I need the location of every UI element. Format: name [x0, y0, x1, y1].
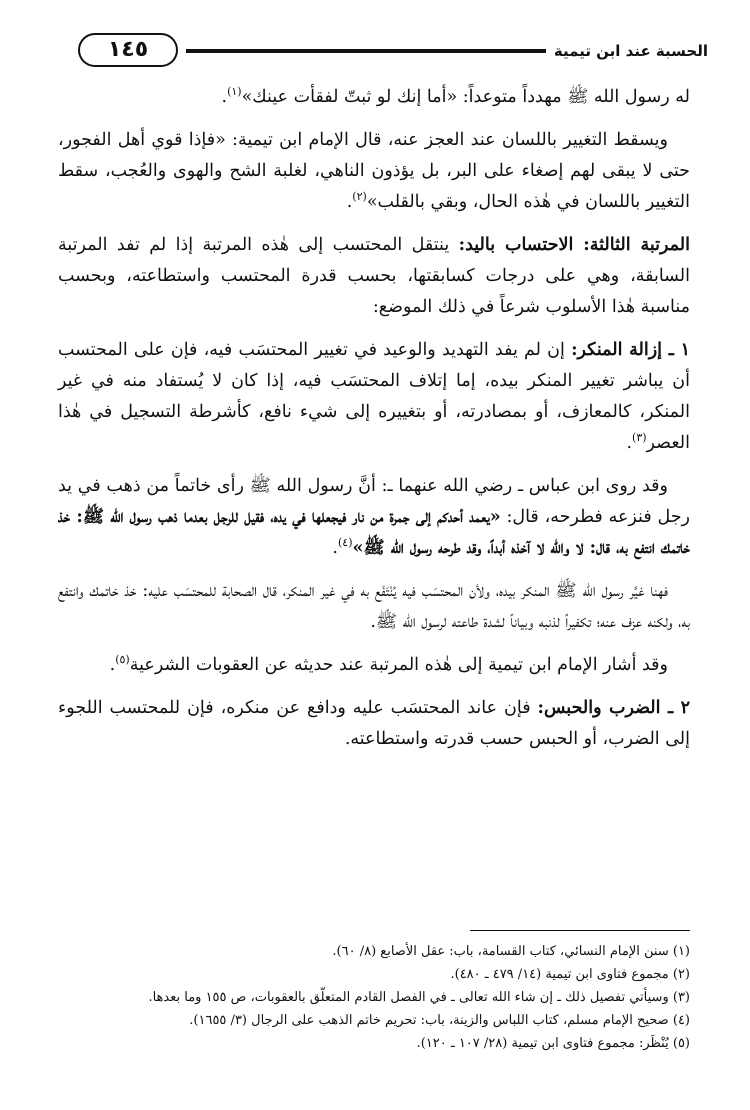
subheading-beating-imprisonment: ٢ ـ الضرب والحبس:: [537, 698, 690, 718]
paragraph-4: ١ ـ إزالة المنكر: إن لم يفد التهديد والوعيد في تغيير المحتسَب فيه، فإن على المحتسب أن يباشر تغيير المنكر بيده، إما إتلاف المحتسَب فيه، إذا كان لا يُستفاد منه في غير المنكر، كالمعازف، أو بمصادرته، أو بتغييره إلى شيء نافع، كأشرطة التسجيل في هٰذا العصر$^{(٣)}$.: [58, 340, 690, 453]
footnotes: [58, 940, 690, 1055]
footnote-3: (٣) وسيأتي تفصيل ذلك ـ إن شاء الله تعالى ـ في الفصل القادم المتعلّق بالعقوبات، ص ١٥٥ وما بعدها.: [148, 990, 690, 1005]
footnote-1: (١) سنن الإمام النسائي، كتاب القسامة، باب: عقل الأصابع (٨/ ٦٠).: [332, 944, 690, 959]
subheading-removing-munkar: ١ ـ إزالة المنكر:: [571, 340, 690, 360]
paragraph-7: وقد أشار الإمام ابن تيمية إلى هٰذه المرتبة عند حديثه عن العقوبات الشرعية$^{(٥)}$.: [109, 653, 668, 675]
hadith-quote: «يعمد أحدكم إلى جمرة من نار فيجعلها في يده، فقيل للرجل بعدما ذهب رسول الله ﷺ: خذ خاتمك انتفع به، قال: لا والله لا آخذه أبداً، وقد طرحه رسول الله ﷺ»: [58, 507, 690, 558]
book-title: الحسبة عند ابن تيمية: [546, 33, 708, 69]
paragraph-1: له رسول الله ﷺ مهدداً متوعداً: «أما إنك لو ثبتّ لفقأت عينك»$^{(١)}$.: [221, 85, 690, 107]
paragraph-6: فهنا غيَّر رسول الله ﷺ المنكر بيده، ولأن المحتسَب فيه يُنْتَفَع به في غير المنكر، قال الصحابة للمحتسَب عليه: خذ خاتمك وانتفع به، ولكنه عزف عنه؛ تكفيراً لذنبه وبياناً لشدة طاعته لرسول الله ﷺ.: [58, 581, 690, 632]
paragraph-8: ٢ ـ الضرب والحبس: فإن عاند المحتسَب عليه ودافع عن منكره، فإن للمحتسب اللجوء إلى الضرب، أو الحبس حسب قدرته واستطاعته.: [58, 698, 690, 749]
footnote-divider: [470, 930, 690, 931]
footnote-ref-3[interactable]: (٣): [632, 431, 647, 445]
footnote-ref-2[interactable]: (٢): [352, 190, 367, 204]
section-heading-third-level: المرتبة الثالثة: الاحتساب باليد:: [458, 235, 690, 255]
running-header: [68, 33, 708, 69]
paragraph-3: المرتبة الثالثة: الاحتساب باليد: ينتقل المحتسب إلى هٰذه المرتبة إذا لم تفد المرتبة السابقة، وهي على درجات كسابقتها، بحسب قدرة المحتسب واستطاعته، وبحسب مناسبة هٰذا الأسلوب شرعاً في ذلك الموضع:: [58, 235, 690, 317]
footnote-ref-1[interactable]: (١): [227, 85, 242, 99]
footnote-5: (٥) يُنْظَر: مجموع فتاوى ابن تيمية (٢٨/ ١٠٧ ـ ١٢٠).: [416, 1036, 690, 1051]
footnote-2: (٢) مجموع فتاوى ابن تيمية (١٤/ ٤٧٩ ـ ٤٨٠).: [450, 967, 690, 982]
main-text: [58, 82, 690, 767]
footnote-ref-4[interactable]: (٤): [338, 536, 353, 550]
paragraph-2: ويسقط التغيير باللسان عند العجز عنه، قال الإمام ابن تيمية: «فإذا قوي أهل الفجور، حتى لا يبقى لهم إصغاء على البر، بل يؤذون الناهي، لغلبة الشح والهوى والعُجب، سقط التغيير باللسان في هٰذه الحال، وبقي بالقلب»$^{(٢)}$.: [58, 130, 690, 212]
footnote-4: (٤) صحيح الإمام مسلم، كتاب اللباس والزينة، باب: تحريم خاتم الذهب على الرجال (٣/ ١٦٥٥).: [189, 1013, 690, 1028]
footnote-ref-5[interactable]: (٥): [115, 653, 130, 667]
paragraph-5: وقد روى ابن عباس ـ رضي الله عنهما ـ: أنَّ رسول الله ﷺ رأى خاتماً من ذهب في يد رجل فنزعه فطرحه، قال: «يعمد أحدكم إلى جمرة من نار فيجعلها في يده، فقيل للرجل بعدما ذهب رسول الله ﷺ: خذ خاتمك انتفع به، قال: لا والله لا آخذه أبداً، وقد طرحه رسول الله ﷺ»$^{(٤)}$.: [58, 476, 690, 558]
header-rule: [186, 49, 603, 53]
page-number: ١٤٥: [78, 33, 178, 67]
